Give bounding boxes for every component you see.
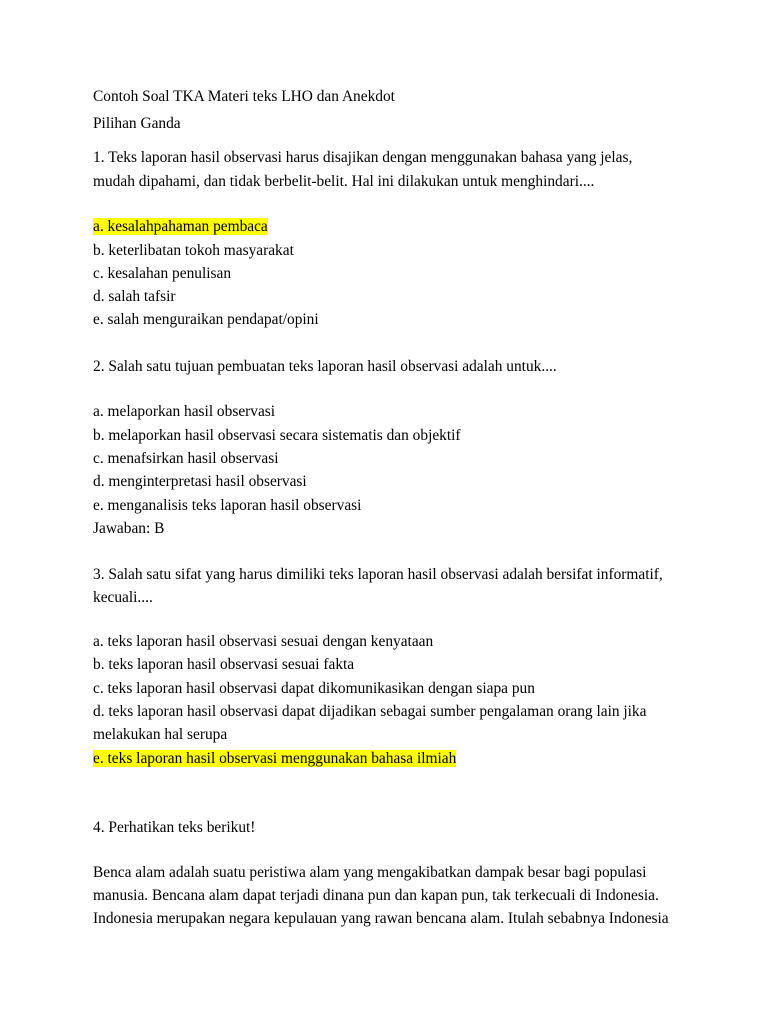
option-b <box>93 653 693 676</box>
option-b <box>93 239 693 262</box>
option-d <box>93 285 693 308</box>
option-text: d. salah tafsir <box>93 288 176 306</box>
option-c <box>93 262 693 285</box>
option-text: d. menginterpretasi hasil observasi <box>93 473 307 491</box>
section-label: Pilihan Ganda <box>93 114 181 132</box>
answer-key: Jawaban: B <box>93 519 165 537</box>
option-a <box>93 630 693 653</box>
option-line <box>93 700 693 723</box>
passage-line: manusia. Bencana alam dapat terjadi dinana pun dan kapan pun, tak terkecuali di Indonesia. <box>93 886 659 904</box>
option-text: c. menafsirkan hasil observasi <box>93 450 279 467</box>
question-1 <box>93 146 693 332</box>
question-prompt <box>93 563 693 610</box>
option-text: b. melaporkan hasil observasi secara sistematis dan objektif <box>93 426 461 444</box>
option-a <box>93 400 693 423</box>
document-page <box>93 85 693 931</box>
option-text: a. teks laporan hasil observasi sesuai dengan kenyataan <box>93 633 434 651</box>
prompt-line: 3. Salah satu sifat yang harus dimiliki teks laporan hasil observasi adalah bersifat informatif, <box>93 565 663 583</box>
prompt-line: 2. Salah satu tujuan pembuatan teks laporan hasil observasi adalah untuk.... <box>93 358 557 376</box>
option-c <box>93 677 693 700</box>
option-text: a. melaporkan hasil observasi <box>93 403 276 421</box>
option-c <box>93 447 693 470</box>
option-d <box>93 470 693 493</box>
option-e <box>93 494 693 517</box>
option-text-continued: melakukan hal serupa <box>93 726 228 744</box>
option-line <box>93 723 693 746</box>
prompt-line: mudah dipahami, dan tidak berbelit-belit. Hal ini dilakukan untuk menghindari.... <box>93 173 595 191</box>
option-text: b. keterlibatan tokoh masyarakat <box>93 241 294 259</box>
option-text: e. salah menguraikan pendapat/opini <box>93 311 319 329</box>
option-list <box>93 400 693 540</box>
passage-line: Benca alam adalah suatu peristiwa alam yang mengakibatkan dampak besar bagi populasi <box>93 863 647 881</box>
option-text: e. teks laporan hasil observasi menggunakan bahasa ilmiah <box>93 749 457 767</box>
option-b <box>93 424 693 447</box>
document-title: Contoh Soal TKA Materi teks LHO dan Anekdot <box>93 88 395 105</box>
passage-line: Indonesia merupakan negara kepulauan yang rawan bencana alam. Itulah sebabnya Indonesia <box>93 910 669 928</box>
option-d <box>93 700 693 747</box>
prompt-line: 1. Teks laporan hasil observasi harus disajikan dengan menggunakan bahasa yang jelas, <box>93 148 633 166</box>
question-prompt <box>93 355 693 378</box>
option-text: e. menganalisis teks laporan hasil observasi <box>93 496 362 514</box>
option-text: b. teks laporan hasil observasi sesuai fakta <box>93 656 355 674</box>
option-a <box>93 215 693 238</box>
option-e <box>93 308 693 331</box>
option-text: d. teks laporan hasil observasi dapat dijadikan sebagai sumber pengalaman orang lain jika <box>93 703 647 721</box>
option-e <box>93 747 693 770</box>
option-text: a. kesalahpahaman pembaca <box>93 218 268 236</box>
option-text: c. teks laporan hasil observasi dapat dikomunikasikan dengan siapa pun <box>93 679 535 697</box>
question-3 <box>93 563 693 770</box>
prompt-line: 4. Perhatikan teks berikut! <box>93 818 256 836</box>
passage <box>93 861 693 931</box>
option-text: c. kesalahan penulisan <box>93 264 232 282</box>
question-prompt <box>93 146 693 194</box>
option-list <box>93 630 693 770</box>
prompt-line: kecuali.... <box>93 589 153 607</box>
question-2 <box>93 355 693 540</box>
question-4 <box>93 816 693 931</box>
option-list <box>93 215 693 331</box>
question-prompt <box>93 816 693 839</box>
